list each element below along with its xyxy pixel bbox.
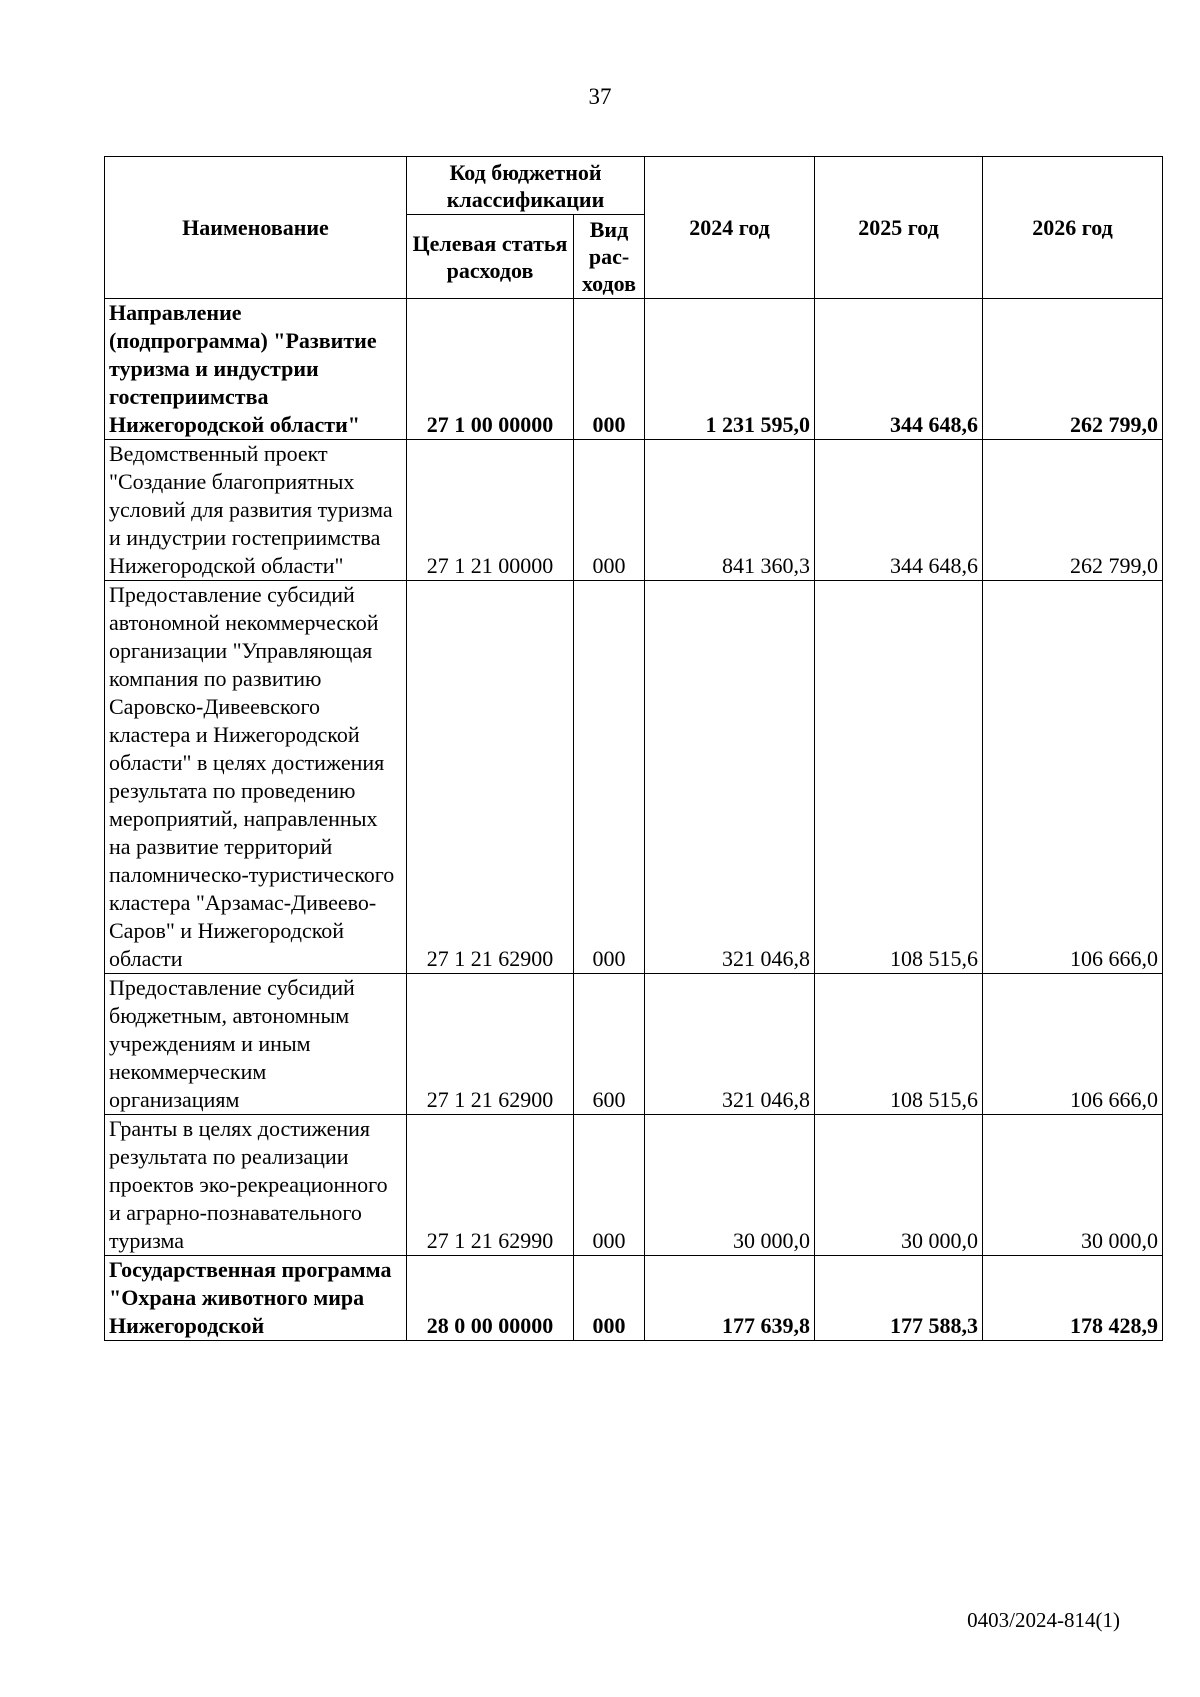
row-vid: 000 bbox=[574, 1115, 645, 1256]
row-2025: 108 515,6 bbox=[815, 974, 983, 1115]
row-2024: 30 000,0 bbox=[645, 1115, 815, 1256]
row-2026: 30 000,0 bbox=[983, 1115, 1163, 1256]
table-row bbox=[105, 1115, 1163, 1256]
row-2025: 177 588,3 bbox=[815, 1256, 983, 1341]
table-row bbox=[105, 974, 1163, 1115]
table-row bbox=[105, 581, 1163, 974]
header-name: Наименование bbox=[105, 157, 407, 299]
header-code-group: Код бюджетной классификации bbox=[407, 157, 645, 215]
row-2025: 344 648,6 bbox=[815, 440, 983, 581]
budget-table bbox=[104, 156, 1163, 1341]
header-expense-type: Вид рас-ходов bbox=[574, 215, 645, 299]
row-name: Направление (подпрограмма) "Развитие туризма и индустрии гостеприимства Нижегородской области" bbox=[105, 299, 407, 440]
row-code: 27 1 21 00000 bbox=[407, 440, 574, 581]
row-name: Ведомственный проект "Создание благоприятных условий для развития туризма и индустрии гостеприимства Нижегородской области" bbox=[105, 440, 407, 581]
row-vid: 000 bbox=[574, 1256, 645, 1341]
row-name: Предоставление субсидий автономной некоммерческой организации "Управляющая компания по развитию Саровско-Дивеевского кластера и Нижегородской области" в целях достижения результата по проведению мероприятий, направленных на развитие территорий паломническо-туристического кластера "Арзамас-Дивеево-Саров" и Нижегородской области bbox=[105, 581, 407, 974]
document-number: 0403/2024-814(1) bbox=[967, 1608, 1120, 1632]
row-code: 27 1 00 00000 bbox=[407, 299, 574, 440]
row-code: 27 1 21 62990 bbox=[407, 1115, 574, 1256]
row-code: 27 1 21 62900 bbox=[407, 974, 574, 1115]
row-2025: 30 000,0 bbox=[815, 1115, 983, 1256]
row-2024: 321 046,8 bbox=[645, 581, 815, 974]
table-body bbox=[105, 299, 1163, 1341]
row-2025: 108 515,6 bbox=[815, 581, 983, 974]
row-vid: 000 bbox=[574, 299, 645, 440]
row-2026: 178 428,9 bbox=[983, 1256, 1163, 1341]
row-code: 27 1 21 62900 bbox=[407, 581, 574, 974]
row-2024: 177 639,8 bbox=[645, 1256, 815, 1341]
row-vid: 000 bbox=[574, 581, 645, 974]
row-2026: 106 666,0 bbox=[983, 581, 1163, 974]
row-name: Гранты в целях достижения результата по реализации проектов эко-рекреационного и аграрно-познавательного туризма bbox=[105, 1115, 407, 1256]
row-name: Предоставление субсидий бюджетным, автономным учреждениям и иным некоммерческим организациям bbox=[105, 974, 407, 1115]
row-2026: 262 799,0 bbox=[983, 440, 1163, 581]
header-year-2024: 2024 год bbox=[645, 157, 815, 299]
row-2024: 1 231 595,0 bbox=[645, 299, 815, 440]
table-row bbox=[105, 299, 1163, 440]
row-vid: 000 bbox=[574, 440, 645, 581]
row-2026: 262 799,0 bbox=[983, 299, 1163, 440]
page-number: 37 bbox=[588, 84, 612, 109]
row-vid: 600 bbox=[574, 974, 645, 1115]
header-year-2026: 2026 год bbox=[983, 157, 1163, 299]
row-2024: 841 360,3 bbox=[645, 440, 815, 581]
table-row bbox=[105, 1256, 1163, 1341]
table-header bbox=[105, 157, 1163, 299]
row-name: Государственная программа "Охрана животного мира Нижегородской bbox=[105, 1256, 407, 1341]
header-year-2025: 2025 год bbox=[815, 157, 983, 299]
header-target-article: Целевая статья расходов bbox=[407, 215, 574, 299]
row-2024: 321 046,8 bbox=[645, 974, 815, 1115]
row-2025: 344 648,6 bbox=[815, 299, 983, 440]
row-2026: 106 666,0 bbox=[983, 974, 1163, 1115]
table-row bbox=[105, 440, 1163, 581]
row-code: 28 0 00 00000 bbox=[407, 1256, 574, 1341]
